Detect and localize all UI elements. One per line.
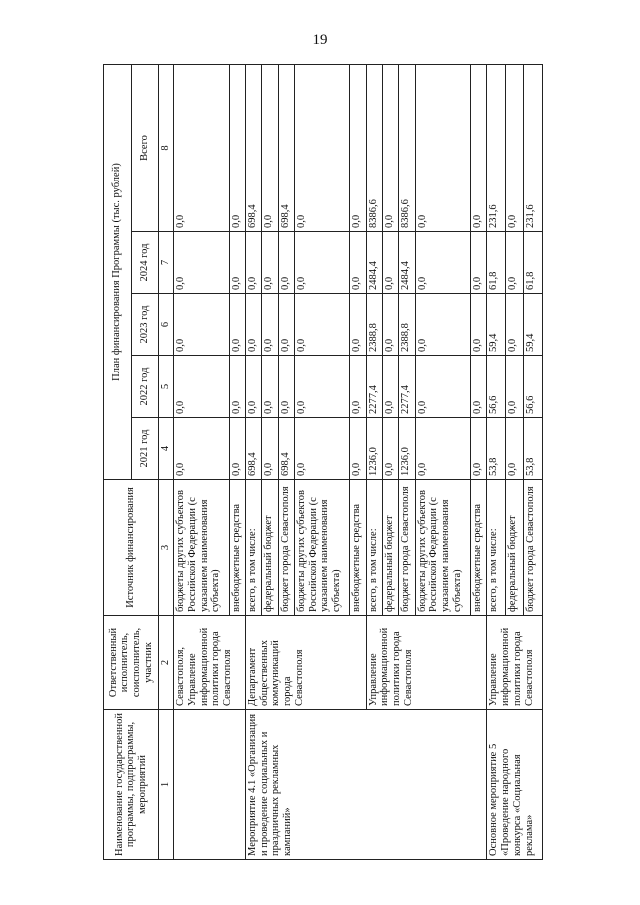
source-cell: бюджет города Севастополя [399, 480, 415, 616]
value-2021: 1236,0 [399, 418, 415, 480]
header-total: Всего [131, 64, 159, 231]
page-number: 19 [312, 32, 328, 48]
source-cell: внебюджетные средства [229, 480, 245, 616]
value-2021: 698,4 [278, 418, 294, 480]
value-2021: 0,0 [229, 418, 245, 480]
value-total: 0,0 [383, 64, 399, 231]
value-2022: 0,0 [471, 356, 487, 418]
value-2023: 0,0 [245, 294, 261, 356]
value-2021: 53,8 [524, 418, 543, 480]
responsible-cell: Управление информационной политики города Севастополя [366, 616, 487, 710]
value-2022: 56,6 [524, 356, 543, 418]
value-total: 231,6 [487, 64, 505, 231]
value-total: 231,6 [524, 64, 543, 231]
col-num-8: 8 [159, 64, 174, 231]
value-2022: 0,0 [294, 356, 349, 418]
header-responsible: Ответственный исполнитель, соисполнитель, участник [104, 616, 159, 710]
col-num-2: 2 [159, 616, 174, 710]
value-2024: 0,0 [294, 232, 349, 294]
value-2024: 61,8 [487, 232, 505, 294]
value-2024: 0,0 [245, 232, 261, 294]
value-2024: 0,0 [383, 232, 399, 294]
source-cell: всего, в том числе: [366, 480, 382, 616]
name-cell-empty [174, 710, 246, 860]
value-2021: 698,4 [245, 418, 261, 480]
source-cell: всего, в том числе: [487, 480, 505, 616]
value-2021: 53,8 [487, 418, 505, 480]
value-total: 0,0 [294, 64, 349, 231]
value-2022: 0,0 [245, 356, 261, 418]
value-2022: 0,0 [383, 356, 399, 418]
value-2021: 0,0 [294, 418, 349, 480]
value-2022: 0,0 [350, 356, 366, 418]
value-total: 0,0 [505, 64, 523, 231]
col-num-4: 4 [159, 418, 174, 480]
table-row [487, 64, 505, 859]
value-2023: 0,0 [294, 294, 349, 356]
col-num-7: 7 [159, 232, 174, 294]
source-cell: бюджет города Севастополя [524, 480, 543, 616]
value-2024: 0,0 [505, 232, 523, 294]
source-cell: внебюджетные средства [471, 480, 487, 616]
value-2024: 0,0 [262, 232, 278, 294]
value-2022: 2277,4 [366, 356, 382, 418]
value-2022: 0,0 [262, 356, 278, 418]
value-2024: 0,0 [229, 232, 245, 294]
value-2024: 0,0 [471, 232, 487, 294]
value-2023: 0,0 [383, 294, 399, 356]
value-2022: 0,0 [505, 356, 523, 418]
value-2022: 0,0 [278, 356, 294, 418]
table-row [174, 64, 229, 859]
value-2022: 0,0 [229, 356, 245, 418]
table-row [245, 64, 261, 859]
header-plan: План финансирования Программы (тыс. рублей) [104, 64, 132, 479]
source-cell: бюджеты других субъектов Российской Федерации (с указанием наименования субъекта) [415, 480, 470, 616]
value-2021: 1236,0 [366, 418, 382, 480]
value-2023: 2388,8 [399, 294, 415, 356]
header-source: Источник финансирования [104, 480, 159, 616]
header-2022: 2022 год [131, 356, 159, 418]
value-2021: 0,0 [383, 418, 399, 480]
value-2021: 0,0 [350, 418, 366, 480]
value-total: 0,0 [350, 64, 366, 231]
col-num-5: 5 [159, 356, 174, 418]
value-2024: 0,0 [174, 232, 229, 294]
source-cell: бюджеты других субъектов Российской Федерации (с указанием наименования субъекта) [174, 480, 229, 616]
col-num-6: 6 [159, 294, 174, 356]
value-2023: 0,0 [262, 294, 278, 356]
value-2021: 0,0 [505, 418, 523, 480]
source-cell: федеральный бюджет [383, 480, 399, 616]
value-2023: 0,0 [471, 294, 487, 356]
value-2022: 2277,4 [399, 356, 415, 418]
value-2023: 0,0 [174, 294, 229, 356]
source-cell: бюджет города Севастополя [278, 480, 294, 616]
value-2024: 2484,4 [366, 232, 382, 294]
value-2022: 56,6 [487, 356, 505, 418]
value-total: 698,4 [245, 64, 261, 231]
value-2024: 61,8 [524, 232, 543, 294]
value-total: 0,0 [471, 64, 487, 231]
value-2024: 0,0 [278, 232, 294, 294]
value-2021: 0,0 [174, 418, 229, 480]
value-2021: 0,0 [415, 418, 470, 480]
responsible-cell: Департамент общественных коммуникаций города Севастополя [245, 616, 366, 710]
financing-table [103, 64, 543, 860]
source-cell: федеральный бюджет [505, 480, 523, 616]
value-total: 0,0 [262, 64, 278, 231]
col-num-1: 1 [159, 710, 174, 860]
value-2022: 0,0 [174, 356, 229, 418]
rotated-table-container [103, 65, 543, 860]
value-2023: 0,0 [229, 294, 245, 356]
value-2022: 0,0 [415, 356, 470, 418]
value-total: 0,0 [174, 64, 229, 231]
value-2023: 0,0 [505, 294, 523, 356]
value-total: 0,0 [415, 64, 470, 231]
value-total: 0,0 [229, 64, 245, 231]
header-name: Наименование государственной программы, подпрограммы, мероприятий [104, 710, 159, 860]
header-2023: 2023 год [131, 294, 159, 356]
value-2023: 2388,8 [366, 294, 382, 356]
value-2024: 0,0 [415, 232, 470, 294]
col-num-3: 3 [159, 480, 174, 616]
value-2023: 0,0 [278, 294, 294, 356]
value-2021: 0,0 [471, 418, 487, 480]
activity-name-cell: Мероприятие 4.1 «Организация и проведение социальных и праздничных рекламных кампаний» [245, 710, 487, 860]
value-total: 8386,6 [399, 64, 415, 231]
value-total: 698,4 [278, 64, 294, 231]
value-total: 8386,6 [366, 64, 382, 231]
header-2024: 2024 год [131, 232, 159, 294]
value-2023: 0,0 [415, 294, 470, 356]
source-cell: внебюджетные средства [350, 480, 366, 616]
responsible-cell: Севастополя, Управление информационной политики города Севастополя [174, 616, 246, 710]
value-2023: 59,4 [524, 294, 543, 356]
value-2021: 0,0 [262, 418, 278, 480]
source-cell: всего, в том числе: [245, 480, 261, 616]
source-cell: бюджеты других субъектов Российской Федерации (с указанием наименования субъекта) [294, 480, 349, 616]
value-2024: 2484,4 [399, 232, 415, 294]
source-cell: федеральный бюджет [262, 480, 278, 616]
header-2021: 2021 год [131, 418, 159, 480]
value-2023: 59,4 [487, 294, 505, 356]
header-numbers-row [159, 64, 174, 859]
responsible-cell: Управление информационной политики города Севастополя [487, 616, 543, 710]
value-2023: 0,0 [350, 294, 366, 356]
activity-name-cell: Основное мероприятие 5 «Проведение народного конкурса «Социальная реклама» [487, 710, 543, 860]
header-row-1 [104, 64, 132, 859]
value-2024: 0,0 [350, 232, 366, 294]
